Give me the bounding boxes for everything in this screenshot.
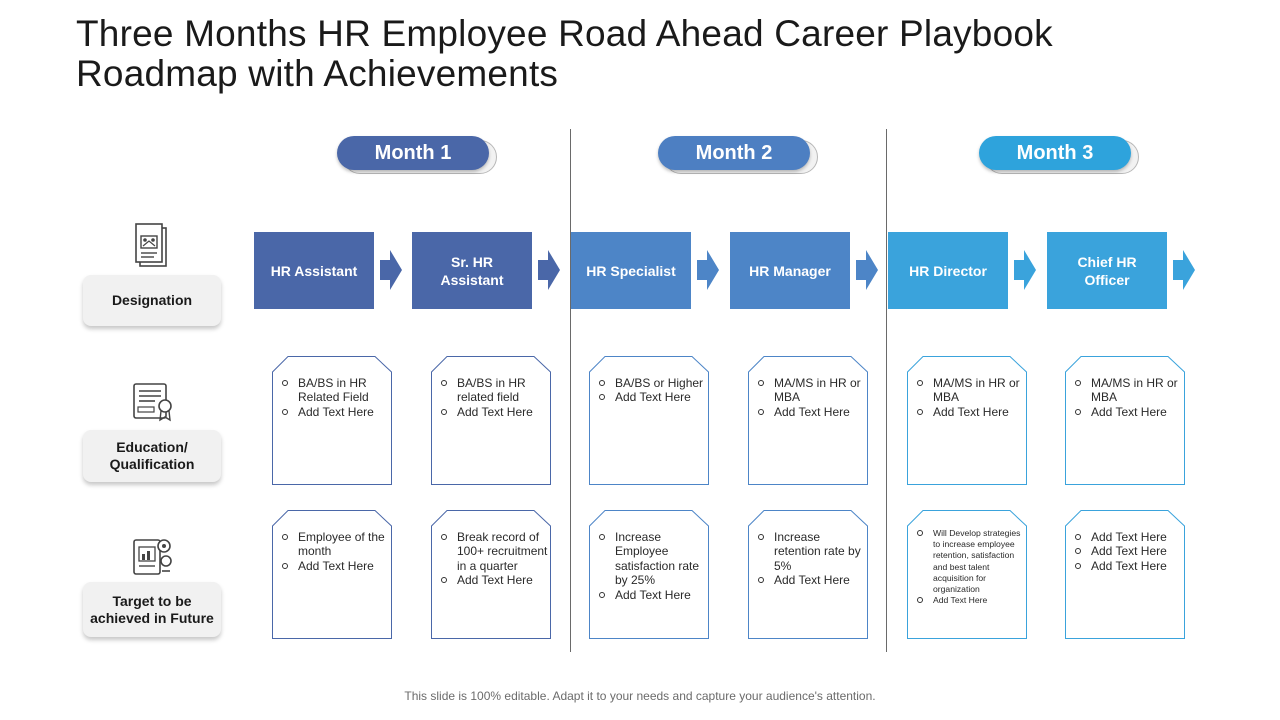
month-1-pill (337, 136, 491, 172)
target-card (748, 510, 868, 639)
bullet-list (915, 376, 1027, 419)
list-item: Add Text Here (1073, 530, 1185, 544)
target-report-icon (131, 535, 175, 583)
list-item: Add Text Here (439, 405, 551, 419)
list-item: Add Text Here (756, 405, 868, 419)
list-item: Add Text Here (915, 595, 1027, 606)
role-block (254, 232, 374, 309)
role-title: Sr. HR Assistant (440, 253, 504, 288)
bullet-list (756, 376, 868, 419)
list-item: Break record of 100+ recruitment in a quarter (439, 530, 551, 573)
list-item: Add Text Here (756, 573, 868, 587)
month-3-pill (979, 136, 1133, 172)
target-card (907, 510, 1027, 639)
list-item: BA/BS in HR Related Field (280, 376, 392, 405)
month-2-pill (658, 136, 812, 172)
role-title: HR Assistant (270, 262, 358, 279)
bullet-list (915, 528, 1027, 606)
list-item: Add Text Here (280, 559, 392, 573)
list-item: Add Text Here (1073, 559, 1185, 573)
row-label-education: Education/ Qualification (83, 430, 221, 482)
arrow-right-icon (538, 250, 560, 290)
list-item: MA/MS in HR or MBA (915, 376, 1027, 405)
education-card (748, 356, 868, 485)
list-item: MA/MS in HR or MBA (1073, 376, 1185, 405)
role-title: Chief HR Officer (1077, 253, 1137, 288)
bullet-list (756, 530, 868, 588)
education-card (589, 356, 709, 485)
list-item: Add Text Here (280, 405, 392, 419)
row-label-target: Target to be achieved in Future (83, 582, 221, 637)
footer-note: This slide is 100% editable. Adapt it to your needs and capture your audience's attention. (404, 689, 876, 703)
list-item: Add Text Here (1073, 544, 1185, 558)
target-card (431, 510, 551, 639)
role-title: HR Specialist (586, 262, 676, 279)
bullet-list (439, 530, 551, 588)
list-item: BA/BS or Higher (597, 376, 709, 390)
role-block (571, 232, 691, 309)
bullet-list (1073, 530, 1185, 573)
education-card (1065, 356, 1185, 485)
list-item: Add Text Here (1073, 405, 1185, 419)
month-divider (570, 129, 571, 652)
certificate-icon (131, 380, 175, 428)
arrow-right-icon (1173, 250, 1195, 290)
month-1-label: Month 1 (337, 136, 489, 170)
target-card (589, 510, 709, 639)
slide-title: Three Months HR Employee Road Ahead Career Playbook Roadmap with Achievements (76, 13, 1053, 94)
list-item: MA/MS in HR or MBA (756, 376, 868, 405)
list-item: Employee of the month (280, 530, 392, 559)
list-item: Add Text Here (439, 573, 551, 587)
bullet-list (597, 530, 709, 602)
bullet-list (280, 376, 392, 419)
list-item: Add Text Here (597, 390, 709, 404)
target-card (1065, 510, 1185, 639)
education-card (431, 356, 551, 485)
education-card (272, 356, 392, 485)
arrow-right-icon (697, 250, 719, 290)
bullet-list (1073, 376, 1185, 419)
role-block (412, 232, 532, 309)
list-item: Add Text Here (597, 588, 709, 602)
month-2-label: Month 2 (658, 136, 810, 170)
month-3-label: Month 3 (979, 136, 1131, 170)
month-divider (886, 129, 887, 652)
list-item: Increase retention rate by 5% (756, 530, 868, 573)
target-card (272, 510, 392, 639)
row-label-designation: Designation (83, 275, 221, 326)
bullet-list (439, 376, 551, 419)
document-icon (132, 222, 172, 270)
role-block (730, 232, 850, 309)
bullet-list (280, 530, 392, 573)
role-title: HR Director (909, 262, 987, 279)
list-item: Will Develop strategies to increase employee retention, satisfaction and best talent acquisition for organization (915, 528, 1027, 595)
arrow-right-icon (380, 250, 402, 290)
role-title: HR Manager (749, 262, 831, 279)
list-item: Increase Employee satisfaction rate by 25% (597, 530, 709, 588)
bullet-list (597, 376, 709, 405)
role-block (888, 232, 1008, 309)
arrow-right-icon (856, 250, 878, 290)
education-card (907, 356, 1027, 485)
role-block (1047, 232, 1167, 309)
list-item: Add Text Here (915, 405, 1027, 419)
list-item: BA/BS in HR related field (439, 376, 551, 405)
arrow-right-icon (1014, 250, 1036, 290)
